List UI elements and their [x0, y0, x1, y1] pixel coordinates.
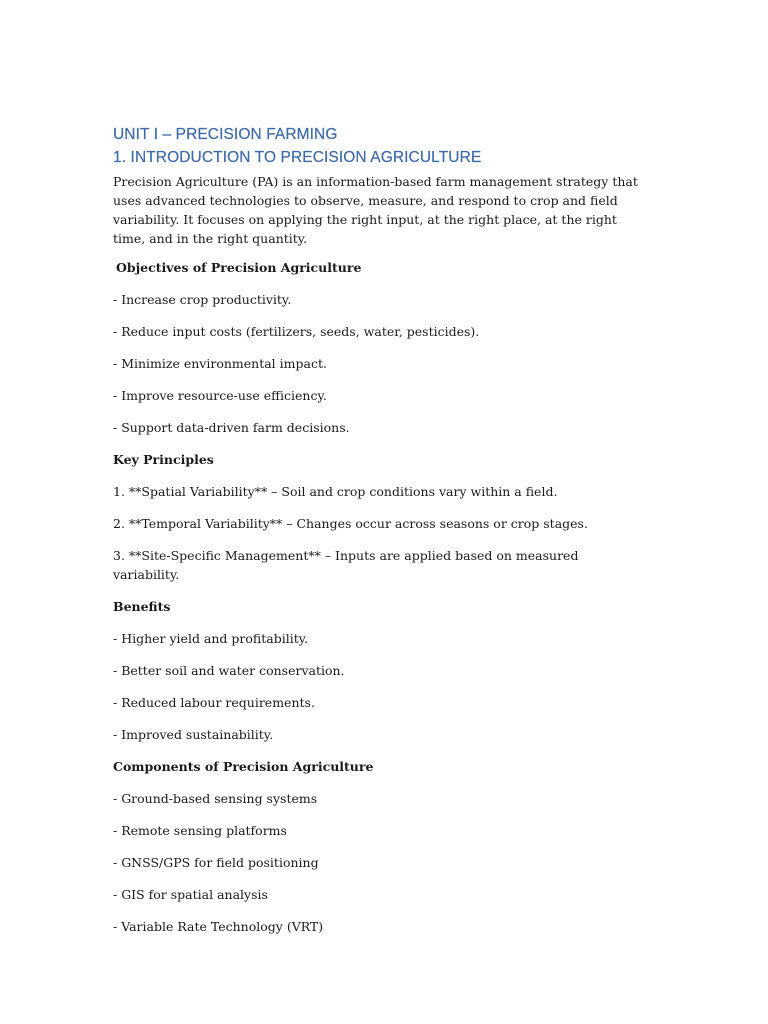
principles-heading: Key Principles — [113, 452, 214, 467]
objective-item: - Improve resource-use efficiency. — [113, 388, 327, 403]
unit-title: UNIT I – PRECISION FARMING — [113, 126, 338, 143]
component-item: - GNSS/GPS for field positioning — [113, 855, 319, 870]
section-title: 1. INTRODUCTION TO PRECISION AGRICULTURE — [113, 149, 482, 166]
benefit-item: - Reduced labour requirements. — [113, 695, 315, 710]
component-item: - Ground-based sensing systems — [113, 791, 318, 806]
component-item: - GIS for spatial analysis — [113, 887, 268, 902]
benefit-item: - Higher yield and profitability. — [113, 631, 309, 646]
objectives-heading: Objectives of Precision Agriculture — [116, 260, 362, 275]
objective-item: - Increase crop productivity. — [113, 292, 292, 307]
objective-item: - Support data-driven farm decisions. — [113, 420, 350, 435]
principle-item: 2. **Temporal Variability** – Changes occur across seasons or crop stages. — [113, 516, 588, 531]
component-item: - Variable Rate Technology (VRT) — [113, 919, 324, 934]
component-item: - Remote sensing platforms — [113, 823, 287, 838]
principle-item: 3. **Site-Specific Management** – Inputs are applied based on measured variability. — [113, 548, 579, 582]
benefits-heading: Benefits — [113, 599, 171, 614]
objective-item: - Reduce input costs (fertilizers, seeds, water, pesticides). — [113, 324, 480, 339]
intro-paragraph: Precision Agriculture (PA) is an information-based farm management strategy that uses advanced technologies to observe, measure, and respond to crop and field variability. It focuses on applying the right input, at the right place, at the right time, and in the right quantity. — [113, 174, 638, 246]
components-heading: Components of Precision Agriculture — [113, 759, 374, 774]
benefit-item: - Better soil and water conservation. — [113, 663, 345, 678]
objective-item: - Minimize environmental impact. — [113, 356, 327, 371]
principle-item: 1. **Spatial Variability** – Soil and crop conditions vary within a field. — [113, 484, 558, 499]
document-page — [113, 124, 643, 949]
benefit-item: - Improved sustainability. — [113, 727, 274, 742]
